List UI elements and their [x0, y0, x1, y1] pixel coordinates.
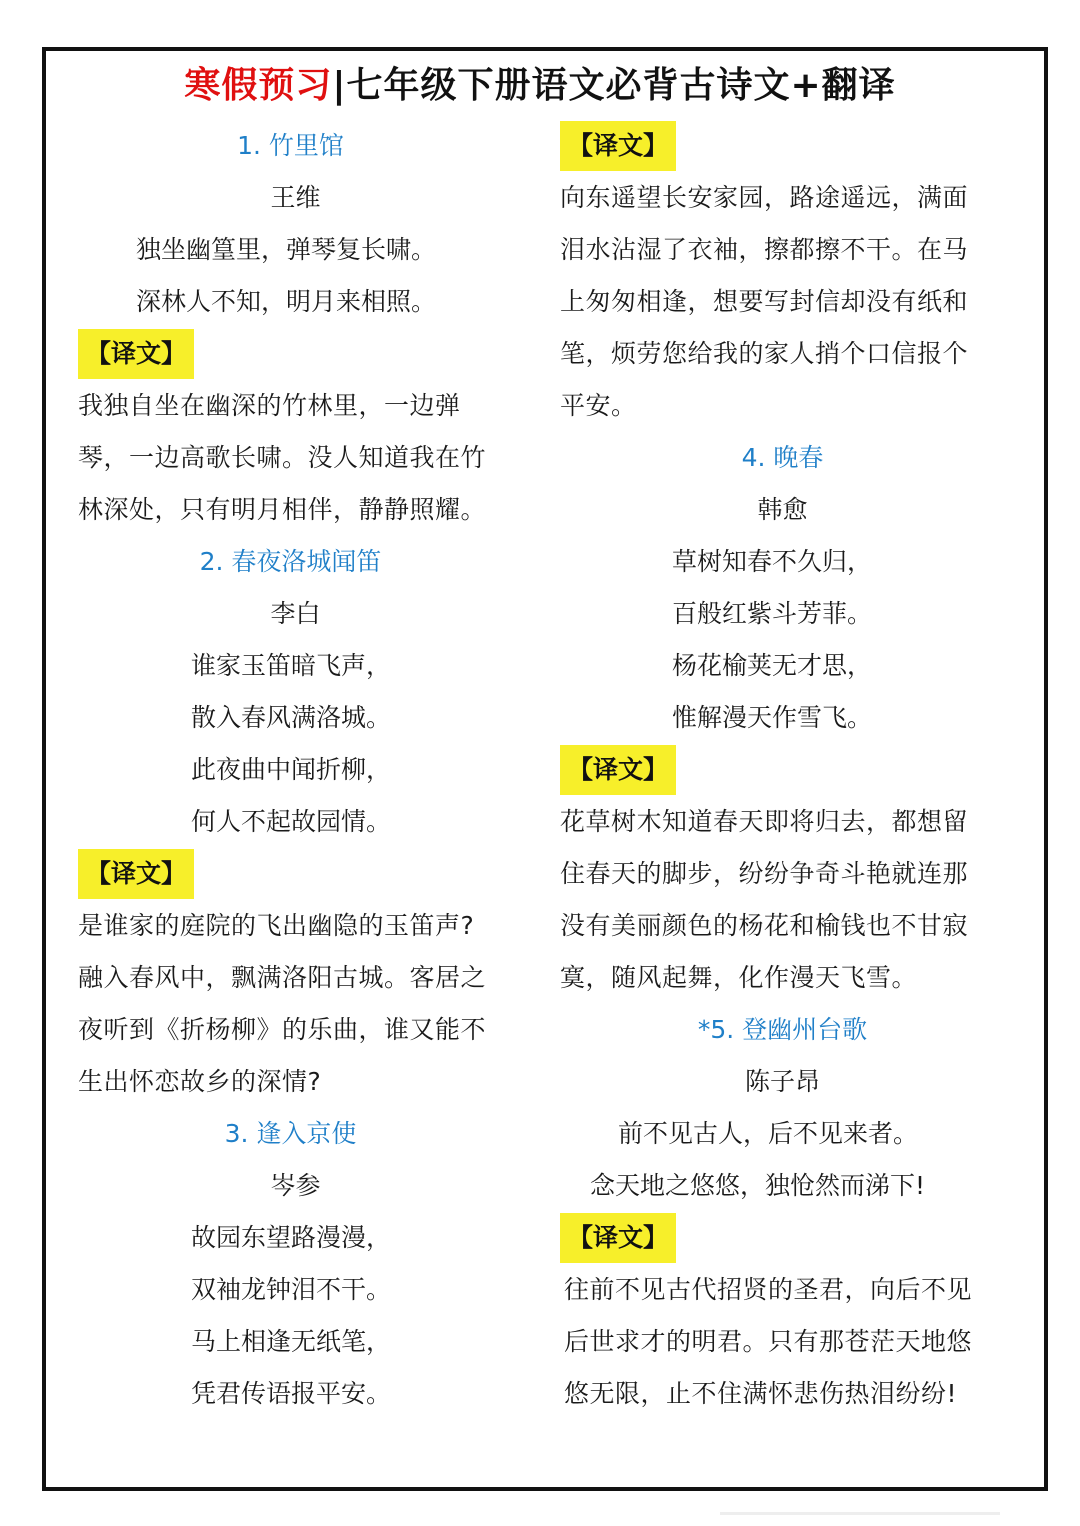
translation-tag: 【译文】: [78, 849, 194, 899]
translation-line: 花草树木知道春天即将归去，都想留: [560, 807, 969, 836]
poem-line: 惟解漫天作雪飞。: [672, 703, 873, 732]
translation-line: 融入春风中，飘满洛阳古城。客居之: [78, 963, 487, 992]
poem-line: 百般红紫斗芳菲。: [672, 599, 873, 628]
translation-tag: 【译文】: [560, 745, 676, 795]
translation-line: 夜听到《折杨柳》的乐曲，谁又能不: [78, 1015, 487, 1044]
translation-line: 是谁家的庭院的飞出幽隐的玉笛声?: [78, 911, 475, 940]
poem-line: 此夜曲中闻折柳，: [191, 755, 392, 784]
poem-title: 1. 竹里馆: [237, 131, 344, 160]
poem-line: 念天地之悠悠，独怆然而涕下!: [590, 1171, 926, 1200]
poem-author: 陈子昂: [744, 1067, 820, 1096]
translation-line: 寞，随风起舞，化作漫天飞雪。: [560, 963, 918, 992]
poem-line: 何人不起故园情。: [191, 807, 392, 836]
translation-tag: 【译文】: [560, 121, 676, 171]
translation-tag-row: [560, 1212, 1005, 1264]
poem-line: 散入春风满洛城。: [191, 703, 392, 732]
translation-tag-row: [560, 744, 1005, 796]
poem-line: 独坐幽篁里，弹琴复长啸。: [136, 235, 437, 264]
translation-tag: 【译文】: [78, 329, 194, 379]
left-column: [78, 120, 523, 1420]
page-title: [0, 62, 1080, 110]
translation-line: 泪水沾湿了衣袖，擦都擦不干。在马: [560, 235, 969, 264]
translation-line: 没有美丽颜色的杨花和榆钱也不甘寂: [560, 911, 969, 940]
poem-line: 马上相逢无纸笔，: [191, 1327, 392, 1356]
translation-line: 悠无限，止不住满怀悲伤热泪纷纷!: [564, 1379, 958, 1408]
translation-line: 我独自坐在幽深的竹林里，一边弹: [78, 391, 461, 420]
translation-line: 林深处，只有明月相伴，静静照耀。: [78, 495, 487, 524]
poem-line: 双袖龙钟泪不干。: [191, 1275, 392, 1304]
poem-title: 3. 逢入京使: [224, 1119, 357, 1148]
translation-line: 笔，烦劳您给我的家人捎个口信报个: [560, 339, 969, 368]
translation-tag-row: [78, 848, 523, 900]
poem-author: 岑参: [270, 1171, 321, 1200]
poem-author: 韩愈: [757, 495, 808, 524]
poem-line: 杨花榆荚无才思，: [672, 651, 873, 680]
poem-line: 前不见古人，后不见来者。: [618, 1119, 919, 1148]
translation-line: 后世求才的明君。只有那苍茫天地悠: [564, 1327, 973, 1356]
translation-line: 琴，一边高歌长啸。没人知道我在竹: [78, 443, 487, 472]
poem-line: 谁家玉笛暗飞声，: [191, 651, 392, 680]
translation-line: 住春天的脚步，纷纷争奇斗艳就连那: [560, 859, 969, 888]
translation-tag-row: [560, 120, 1005, 172]
poem-line: 草树知春不久归，: [672, 547, 873, 576]
right-column: [560, 120, 1005, 1420]
poem-title: 4. 晚春: [741, 443, 824, 472]
poem-author: 王维: [270, 183, 321, 212]
translation-line: 往前不见古代招贤的圣君，向后不见: [564, 1275, 973, 1304]
translation-line: 上匆匆相逢，想要写封信却没有纸和: [560, 287, 969, 316]
translation-tag: 【译文】: [560, 1213, 676, 1263]
poem-author: 李白: [270, 599, 321, 628]
title-main: |七年级下册语文必背古诗文+翻译: [332, 65, 896, 106]
poem-line: 故园东望路漫漫，: [191, 1223, 392, 1252]
divider: [720, 1512, 1000, 1515]
translation-line: 平安。: [560, 391, 637, 420]
title-highlight: 寒假预习: [184, 65, 333, 106]
translation-tag-row: [78, 328, 523, 380]
poem-title: 2. 春夜洛城闻笛: [199, 547, 382, 576]
poem-title: *5. 登幽州台歌: [697, 1015, 868, 1044]
poem-line: 凭君传语报平安。: [191, 1379, 392, 1408]
translation-line: 向东遥望长安家园，路途遥远，满面: [560, 183, 969, 212]
translation-line: 生出怀恋故乡的深情?: [78, 1067, 322, 1096]
poem-line: 深林人不知，明月来相照。: [136, 287, 437, 316]
